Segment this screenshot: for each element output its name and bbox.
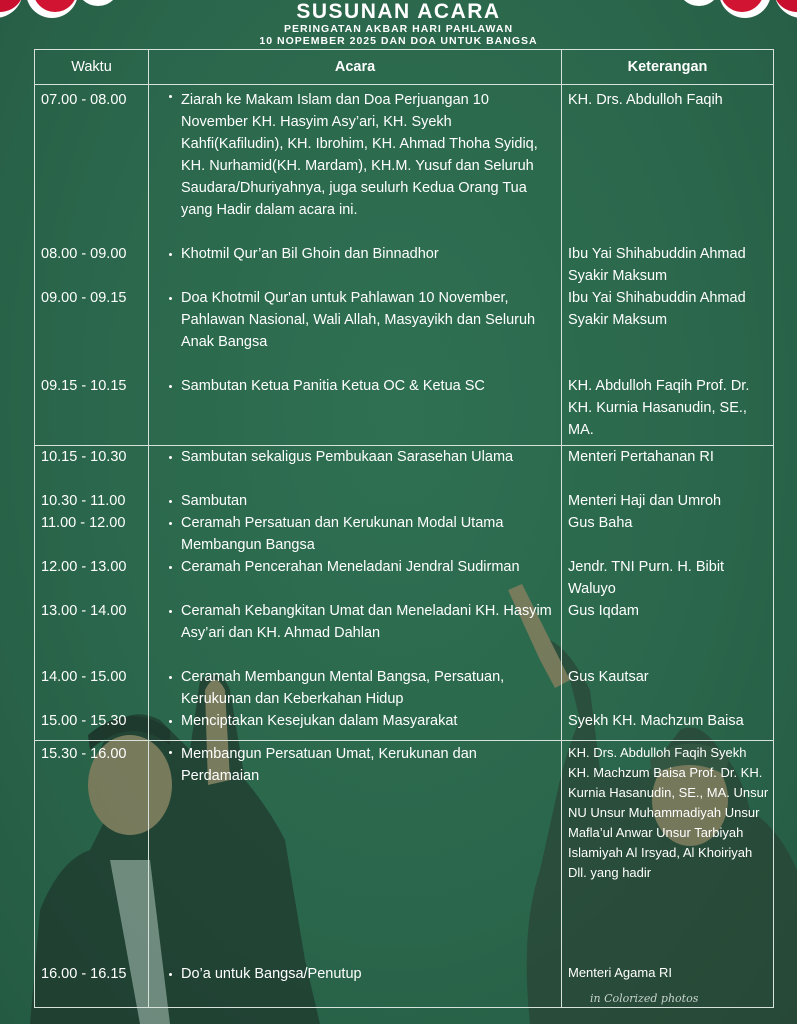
table-row-keterangan: Gus Iqdam	[568, 603, 639, 619]
column-header-acara: Acara	[149, 50, 562, 85]
table-row-keterangan: KH. Drs. Abdulloh Faqih	[568, 92, 723, 108]
table-header-row	[35, 50, 774, 85]
table-row-waktu: 07.00 - 08.00	[41, 92, 127, 108]
table-row-acara: Menciptakan Kesejukan dalam Masyarakat	[149, 710, 561, 740]
table-row-keterangan: Ibu Yai Shihabuddin Ahmad Syakir Maksum	[568, 246, 746, 284]
keterangan-cell	[562, 741, 774, 1008]
table-row-acara: Khotmil Qur’an Bil Ghoin dan Binnadhor	[149, 243, 561, 287]
table-row-waktu: 15.00 - 15.30	[41, 713, 127, 729]
acara-cell	[149, 85, 562, 446]
table-row-group-3	[35, 741, 774, 1008]
table-row-waktu: 10.15 - 10.30	[41, 449, 127, 465]
column-header-keterangan: Keterangan	[562, 50, 774, 85]
table-row-waktu: 09.15 - 10.15	[41, 378, 127, 394]
table-row-waktu: 15.30 - 16.00	[41, 746, 127, 762]
table-row-acara: Ceramah Persatuan dan Kerukunan Modal Utama Membangun Bangsa	[149, 512, 561, 556]
table-row-acara: Do’a untuk Bangsa/Penutup	[149, 963, 561, 1007]
table-row-waktu: 11.00 - 12.00	[41, 515, 126, 531]
table-row-acara: Ziarah ke Makam Islam dan Doa Perjuangan 10 November KH. Hasyim Asy’ari, KH. Syekh Kahfi(Kafiludin), KH. Ibrohim, KH. Ahmad Thoha Syidiq, KH. Nurhamid(KH. Mardam), KH.M. Yusuf dan Seluruh Saudara/Dhuriyahnya, juga seulurh Kedua Orang Tua yang Hadir dalam acara ini.	[149, 85, 561, 243]
keterangan-cell	[562, 85, 774, 446]
waktu-cell	[35, 446, 149, 741]
table-row-acara: Sambutan	[149, 490, 561, 512]
table-row-acara: Doa Khotmil Qur'an untuk Pahlawan 10 November, Pahlawan Nasional, Wali Allah, Masyayikh dan Seluruh Anak Bangsa	[149, 287, 561, 375]
table-row-acara: Ceramah Kebangkitan Umat dan Meneladani KH. Hasyim Asy’ari dan KH. Ahmad Dahlan	[149, 600, 561, 666]
page-subtitle-line1: PERINGATAN AKBAR HARI PAHLAWAN	[283, 23, 514, 35]
table-row-acara: Sambutan sekaligus Pembukaan Sarasehan Ulama	[149, 446, 561, 490]
table-row-acara: Ceramah Membangun Mental Bangsa, Persatuan, Kerukunan dan Keberkahan Hidup	[149, 666, 561, 710]
table-row-waktu: 08.00 - 09.00	[41, 246, 127, 262]
table-row-keterangan: Jendr. TNI Purn. H. Bibit Waluyo	[568, 559, 725, 597]
table-row-keterangan: Menteri Pertahanan RI	[568, 449, 714, 465]
table-row-waktu: 14.00 - 15.00	[41, 669, 127, 685]
keterangan-cell	[562, 446, 774, 741]
table-row-waktu: 09.00 - 09.15	[41, 290, 127, 306]
page-title: SUSUNAN ACARA	[296, 0, 501, 23]
waktu-cell	[35, 85, 149, 446]
table-row-acara: Sambutan Ketua Panitia Ketua OC & Ketua SC	[149, 375, 561, 445]
page-subtitle-line2: 10 NOPEMBER 2025 DAN DOA UNTUK BANGSA	[259, 35, 538, 47]
watermark-text: in Colorized photos	[590, 992, 699, 1005]
table-row-acara: Ceramah Pencerahan Meneladani Jendral Sudirman	[149, 556, 561, 600]
waktu-cell	[35, 741, 149, 1008]
table-row-keterangan: KH. Abdulloh Faqih Prof. Dr. KH. Kurnia Hasanudin, SE., MA.	[568, 378, 750, 438]
table-row-keterangan: KH. Drs. Abdulloh Faqih Syekh KH. Machzum Baisa Prof. Dr. KH. Kurnia Hasanudin, SE., MA. Unsur NU Unsur Muhammadiyah Unsur Mafla’ul Anwar Unsur Tarbiyah Islamiyah Al Irsyad, Al Khoiriyah Dll. yang hadir	[568, 745, 769, 880]
table-row-waktu: 12.00 - 13.00	[41, 559, 127, 575]
table-row-keterangan: Gus Baha	[568, 515, 633, 531]
table-row-waktu: 16.00 - 16.15	[41, 966, 127, 982]
acara-cell	[149, 741, 562, 1008]
table-row-waktu: 10.30 - 11.00	[41, 493, 126, 509]
table-row-acara: Membangun Persatuan Umat, Kerukunan dan Perdamaian	[149, 741, 561, 963]
table-row-waktu: 13.00 - 14.00	[41, 603, 127, 619]
table-row-keterangan: Ibu Yai Shihabuddin Ahmad Syakir Maksum	[568, 290, 746, 328]
schedule-table	[34, 49, 774, 1008]
table-row-keterangan: Menteri Haji dan Umroh	[568, 493, 722, 509]
column-header-waktu: Waktu	[35, 50, 149, 85]
acara-cell	[149, 446, 562, 741]
table-row-group-1	[35, 85, 774, 446]
table-row-group-2	[35, 446, 774, 741]
table-row-keterangan: Gus Kautsar	[568, 669, 649, 685]
table-row-keterangan: Menteri Agama RI	[568, 965, 673, 980]
table-row-keterangan: Syekh KH. Machzum Baisa	[568, 713, 744, 729]
